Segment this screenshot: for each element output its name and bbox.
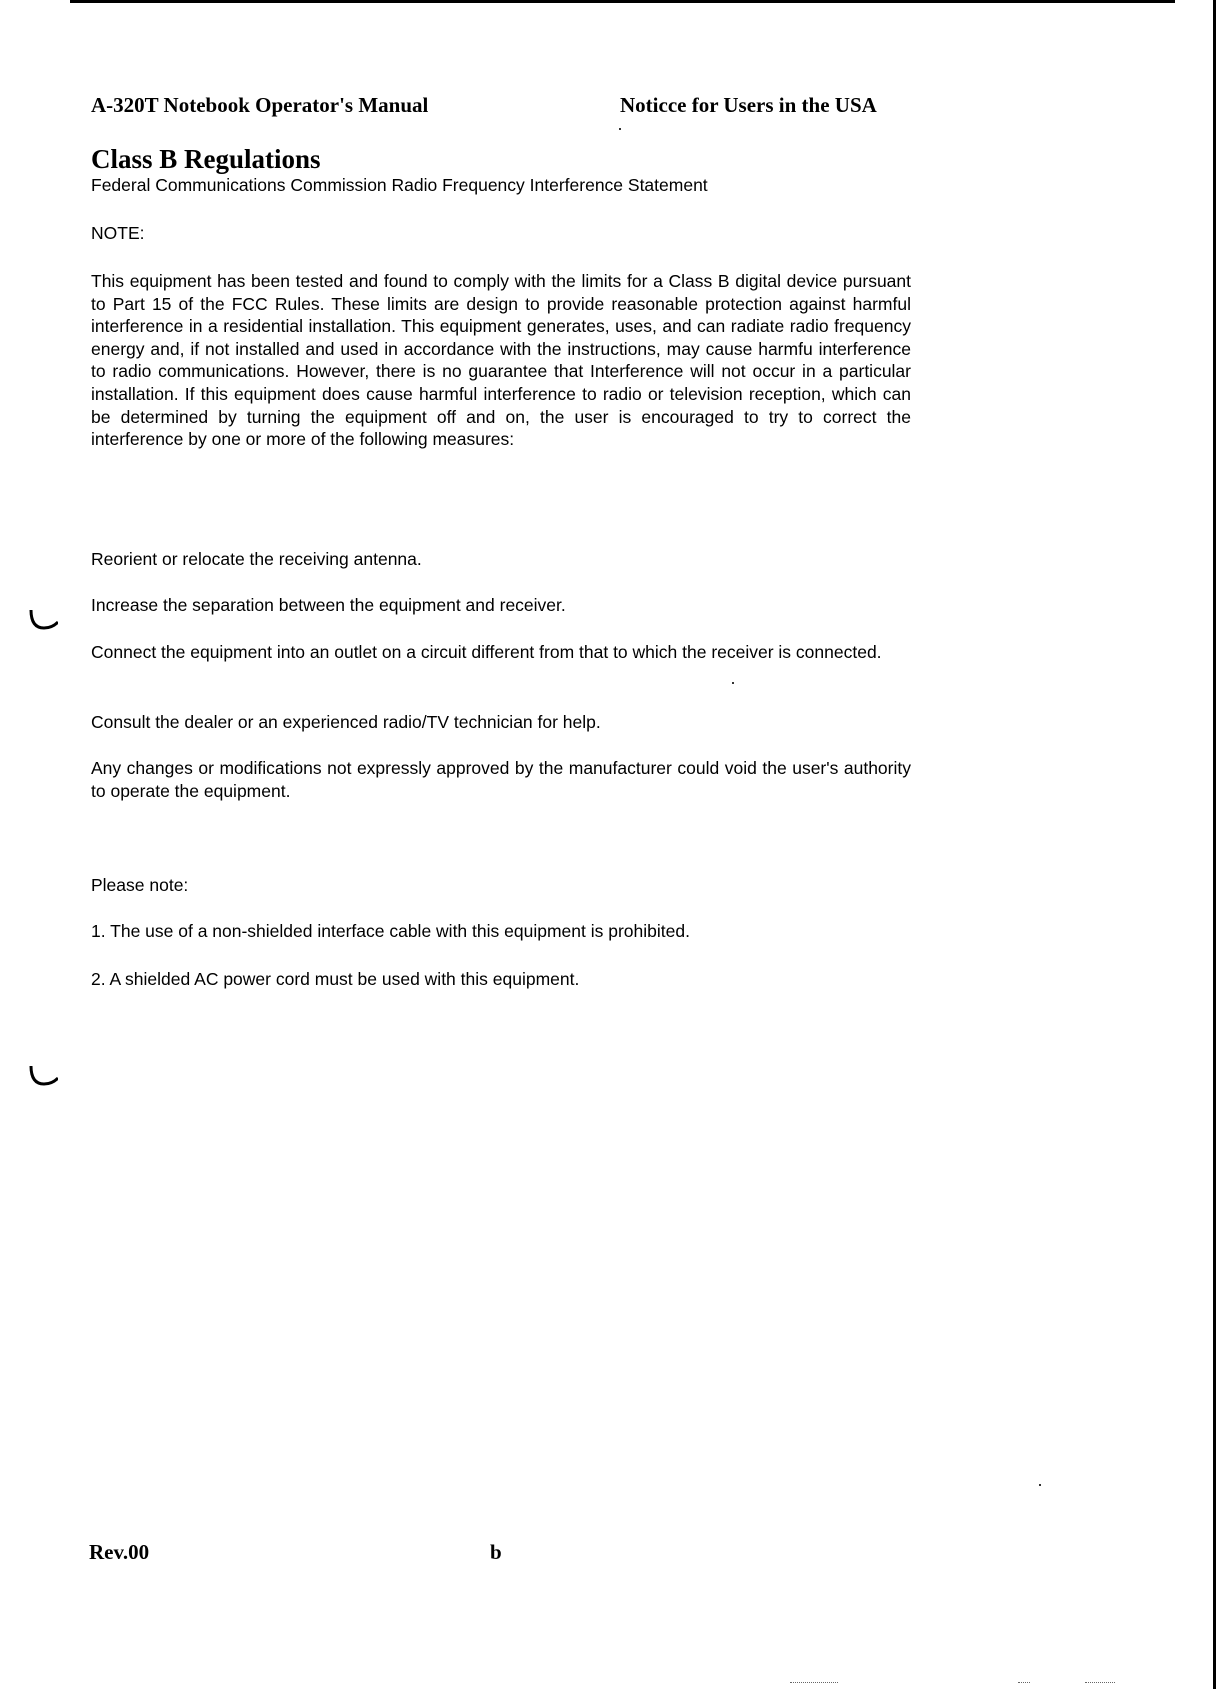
right-border xyxy=(1213,0,1216,1689)
footer-revision: Rev.00 xyxy=(89,1540,150,1564)
binding-hole-mark xyxy=(28,1062,58,1092)
top-border xyxy=(70,0,1175,3)
scan-dots xyxy=(1018,1682,1030,1684)
note-body: This equipment has been tested and found to comply with the limits for a Class B digital device pursuant to Part 15 of the FCC Rules. These limits are design to provide reasonable protection against harmful interference in a residential installation. This equipment generates, uses, and can radiate radio frequency energy and, if not installed and used in accordance with the instructions, may cause harmfu interference to radio communications. However, there is no guarantee that Interference will not occur in a particular installation. If this equipment does cause harmful interference to radio or television reception, which can be determined by turning the equipment off and on, the user is encouraged to try to correct the interference by one or more of the following measures: xyxy=(91,271,911,450)
measure-item: Connect the equipment into an outlet on a circuit different from that to which the receiver is connected. xyxy=(91,642,882,662)
please-note-item: 1. The use of a non-shielded interface cable with this equipment is prohibited. xyxy=(91,921,690,941)
scan-dots xyxy=(1085,1682,1115,1684)
header-manual-title: A-320T Notebook Operator's Manual xyxy=(91,93,429,117)
note-label: NOTE: xyxy=(91,223,145,243)
scan-speck xyxy=(619,128,621,130)
scan-speck xyxy=(1039,1484,1041,1486)
measure-item: Reorient or relocate the receiving antenna. xyxy=(91,549,422,569)
please-note-item: 2. A shielded AC power cord must be used with this equipment. xyxy=(91,969,580,989)
scan-speck xyxy=(732,682,734,684)
binding-hole-mark xyxy=(28,606,58,636)
section-subtitle: Federal Communications Commission Radio Frequency Interference Statement xyxy=(91,175,708,195)
footer-page-number: b xyxy=(490,1540,502,1564)
scan-dots xyxy=(790,1682,838,1684)
header-section-title: Noticce for Users in the USA xyxy=(620,93,877,117)
measure-item: Consult the dealer or an experienced radio/TV technician for help. xyxy=(91,712,601,732)
section-title: Class B Regulations xyxy=(91,144,321,174)
measure-item: Increase the separation between the equipment and receiver. xyxy=(91,595,566,615)
please-note-label: Please note: xyxy=(91,875,189,895)
modifications-statement: Any changes or modifications not expressly approved by the manufacturer could void the user's authority to operate the equipment. xyxy=(91,758,911,801)
